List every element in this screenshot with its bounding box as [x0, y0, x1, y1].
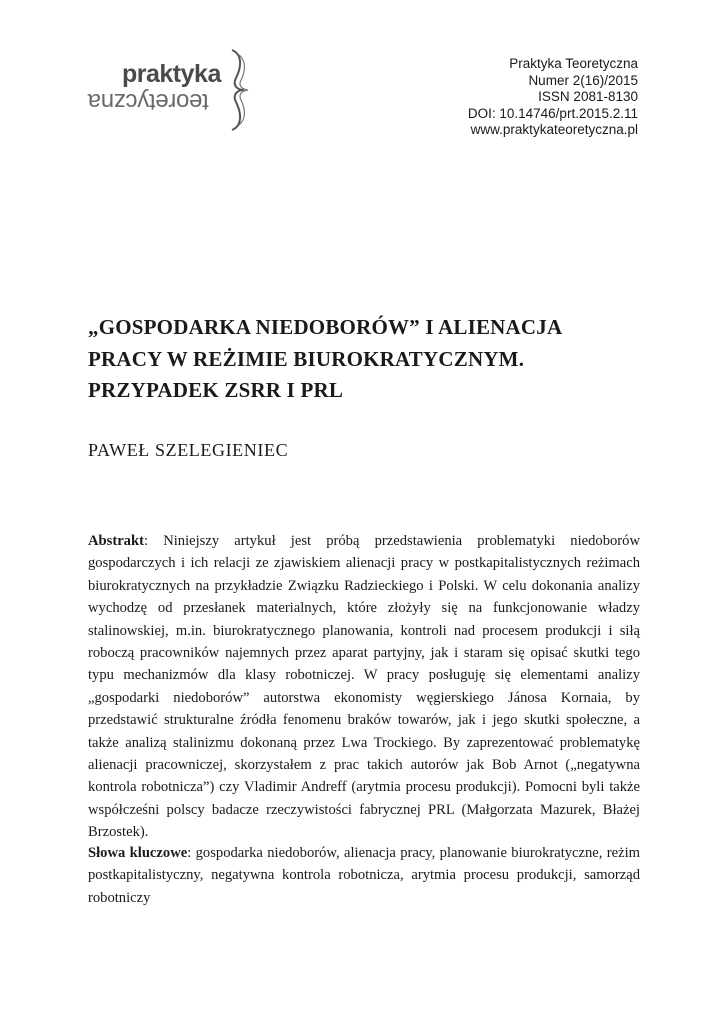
keywords-label: Słowa kluczowe [88, 845, 188, 861]
abstract [88, 530, 640, 844]
article-title [88, 312, 648, 407]
abstract-separator: : [143, 533, 164, 549]
author-name: PAWEŁ SZELEGIENIEC [88, 440, 289, 460]
doi: DOI: 10.14746/prt.2015.2.11 [467, 105, 638, 121]
keywords [88, 842, 640, 909]
keywords-separator: : [187, 845, 196, 861]
logo-brace-icon [228, 48, 254, 132]
keywords-text: gospodarka niedoborów, alienacja pracy, planowanie biurokratyczne, reżim postkapitalistyczny, negatywna kontrola robotnicza, arytmia procesu produkcji, samorząd robotniczy [88, 845, 641, 906]
journal-logo [86, 46, 256, 136]
logo-text-bottom-mirrored: teoretyczna [88, 88, 209, 115]
logo-text-top: praktyka [122, 60, 221, 88]
title-line: PRACY W REŻIMIE BIUROKRATYCZNYM. [88, 346, 525, 371]
journal-name: Praktyka Teoretyczna [509, 56, 638, 71]
abstract-text: Niniejszy artykuł jest próbą przedstawienia problematyki niedoborów gospodarczych i ich relacji ze zjawiskiem alienacji pracy w postkapitalistycznych reżimach biurokratycznych na przykładzie Związku Radzieckiego i Polski. W celu dokonania analizy wychodzę od przesłanek materialnych, które złożyły się na funkcjonowanie władzy stalinowskiej, m.in. biurokratycznego planowania, kontroli nad procesem produkcji i siłą roboczą pracowników najemnych przez aparat partyjny, jak i staram się opisać skutki tego typu mechanizmów dla klasy robotniczej. W pracy posługuję się elementami analizy „gospodarki niedoborów” autorstwa ekonomisty węgierskiego Jánosa Kornaia, by przedstawić strukturalne źródła fenomenu braków towarów, jak i jego skutki społeczne, a także analizą stalinizmu dokonaną przez Lwa Trockiego. By zaprezentować problematykę alienacji pracowniczej, skorzystałem z prac takich autorów jak Bob Arnot („negatywna kontrola robotnicza”) czy Vladimir Andreff (arytmia procesu produkcji). Pomocni byli także współcześni polscy badacze rzeczywistości fabrycznej PRL (Małgorzata Mazurek, Błażej Brzostek). [88, 533, 641, 841]
issn: ISSN 2081-8130 [538, 89, 638, 104]
issue-number: Numer 2(16)/2015 [528, 72, 638, 88]
journal-url: www.praktykateoretyczna.pl [470, 122, 638, 137]
title-line: PRZYPADEK ZSRR I PRL [88, 378, 344, 402]
publication-info [468, 56, 638, 139]
title-line: „GOSPODARKA NIEDOBORÓW” I ALIENACJA [88, 315, 563, 339]
abstract-label: Abstrakt [88, 533, 144, 549]
